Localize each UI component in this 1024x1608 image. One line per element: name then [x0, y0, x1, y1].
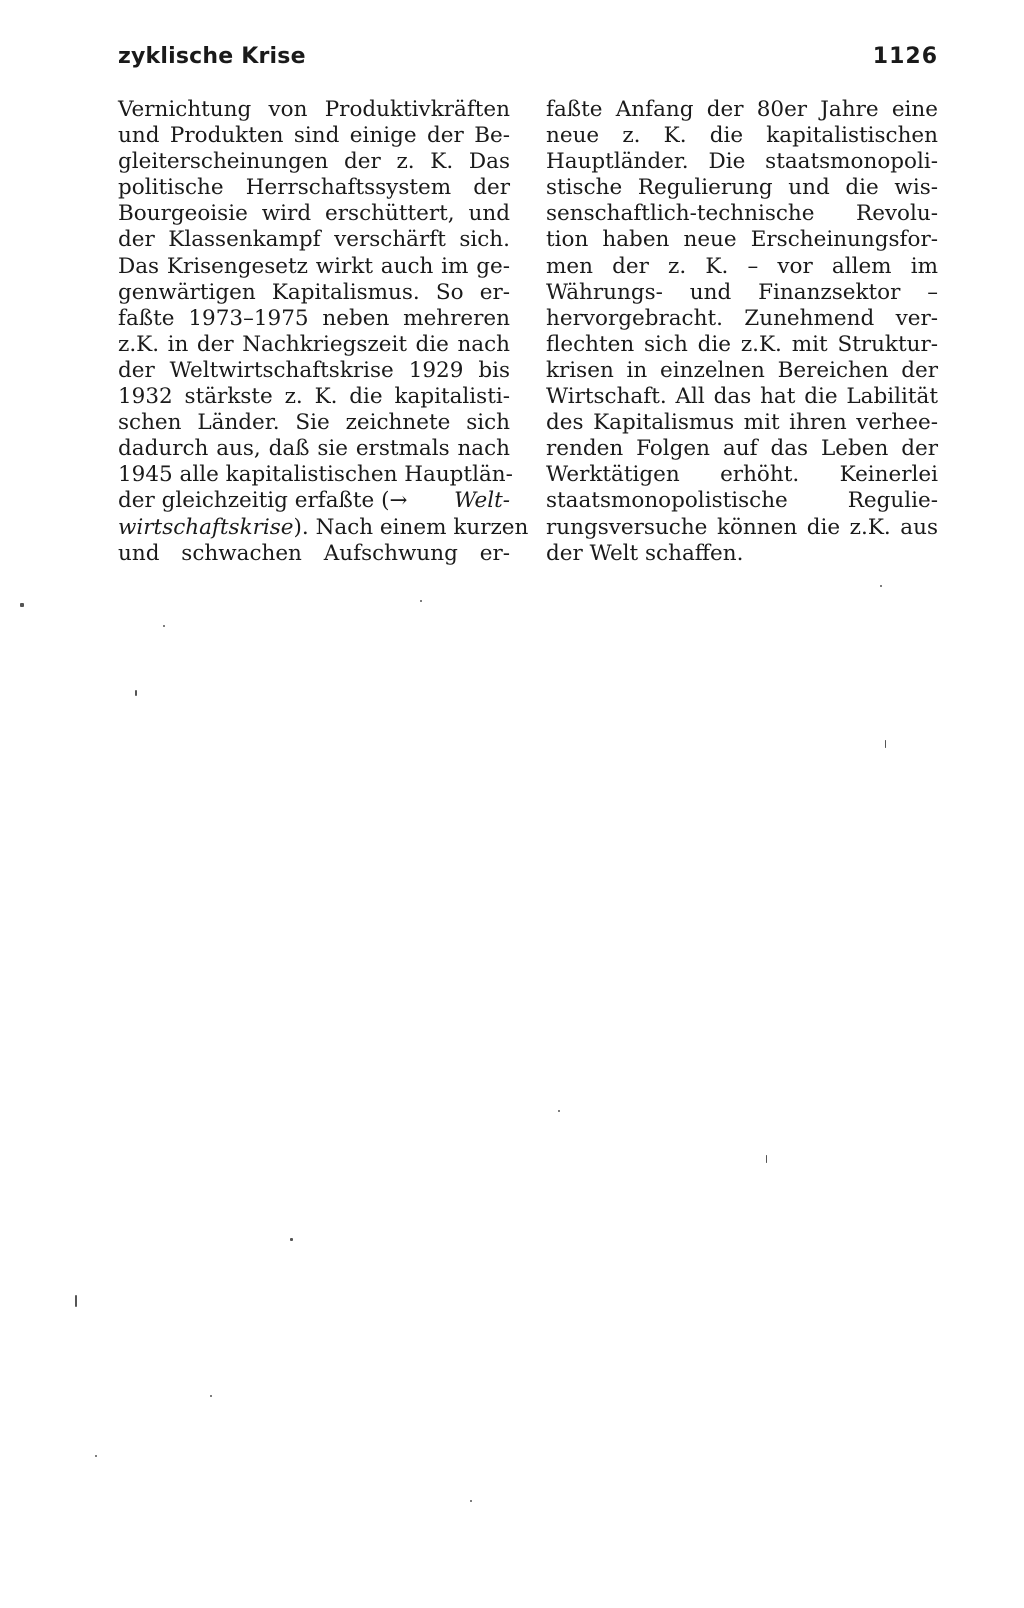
scan-speck — [163, 625, 165, 627]
text-line: faßte 1973–1975 neben mehreren — [118, 305, 510, 331]
running-head — [118, 44, 938, 80]
text-line: neue z. K. die kapitalistischen — [546, 123, 938, 149]
text-line: Wirtschaft. All das hat die Labilität — [546, 384, 938, 410]
text-line: der Weltwirtschaftskrise 1929 bis — [118, 357, 510, 383]
text-line-with-reference — [118, 514, 529, 541]
left-column — [118, 97, 529, 567]
text-line: hervorgebracht. Zunehmend ver- — [546, 305, 938, 331]
text-line: flechten sich die z.K. mit Struktur- — [546, 331, 938, 357]
text-line: tion haben neue Erscheinungsfor- — [546, 227, 938, 253]
scan-speck — [75, 1295, 77, 1307]
text-line: stische Regulierung und die wis- — [546, 175, 938, 201]
text-line: z.K. in der Nachkriegszeit die nach — [118, 331, 510, 357]
text-line: senschaftlich-technische Revolu- — [546, 201, 938, 227]
text-line: Bourgeoisie wird erschüttert, und — [118, 201, 510, 227]
text-line: Hauptländer. Die staatsmonopoli- — [546, 149, 938, 175]
text-line-with-reference — [118, 488, 510, 514]
text-line: faßte Anfang der 80er Jahre eine — [546, 97, 938, 122]
text-line: der Welt schaffen. — [546, 540, 744, 566]
text-line: des Kapitalismus mit ihren verhee- — [546, 410, 938, 436]
head-keyword: zyklische Krise — [118, 44, 306, 69]
scan-speck — [210, 1395, 212, 1397]
scan-speck — [135, 690, 137, 696]
text-line: krisen in einzelnen Bereichen der — [546, 357, 938, 383]
scan-speck — [290, 1238, 293, 1241]
scan-speck — [558, 1110, 560, 1112]
text-line: gleiterscheinungen der z. K. Das — [118, 149, 510, 175]
text-line: und Produkten sind einige der Be- — [118, 123, 510, 149]
text-line: Werktätigen erhöht. Keinerlei — [546, 462, 938, 488]
text-line: schen Länder. Sie zeichnete sich — [118, 410, 510, 436]
scan-speck — [470, 1500, 472, 1502]
text-line: und schwachen Aufschwung er- — [118, 540, 510, 566]
cross-reference[interactable]: Welt- — [454, 488, 510, 514]
scan-speck — [766, 1155, 767, 1163]
scan-speck — [95, 1455, 97, 1457]
right-column — [546, 97, 938, 567]
text-line: renden Folgen auf das Leben der — [546, 436, 938, 462]
scan-speck — [20, 603, 24, 607]
scan-speck — [885, 740, 886, 748]
text-line: men der z. K. – vor allem im — [546, 253, 938, 279]
text-segment: ). Nach einem kurzen — [293, 514, 529, 540]
text-line: genwärtigen Kapitalismus. So er- — [118, 279, 510, 305]
text-line: 1932 stärkste z. K. die kapitalisti- — [118, 384, 510, 410]
text-line: 1945 alle kapitalistischen Hauptlän- — [118, 462, 513, 488]
scan-speck — [420, 600, 422, 602]
text-line: dadurch aus, daß sie erstmals nach — [118, 436, 510, 462]
text-line: der Klassenkampf verschärft sich. — [118, 227, 510, 253]
cross-reference[interactable]: wirtschaftskrise — [118, 514, 294, 540]
text-line: Währungs- und Finanzsektor – — [546, 279, 938, 305]
text-line: Das Krisengesetz wirkt auch im ge- — [118, 253, 510, 279]
page-number: 1126 — [872, 44, 938, 69]
text-line: rungsversuche können die z.K. aus — [546, 514, 938, 540]
scan-speck — [880, 585, 882, 587]
text-line: politische Herrschaftssystem der — [118, 175, 510, 201]
text-segment: der gleichzeitig erfaßte (→ — [118, 488, 415, 514]
text-line: Vernichtung von Produktivkräften — [118, 97, 510, 122]
text-line: staatsmonopolistische Regulie- — [546, 488, 938, 514]
